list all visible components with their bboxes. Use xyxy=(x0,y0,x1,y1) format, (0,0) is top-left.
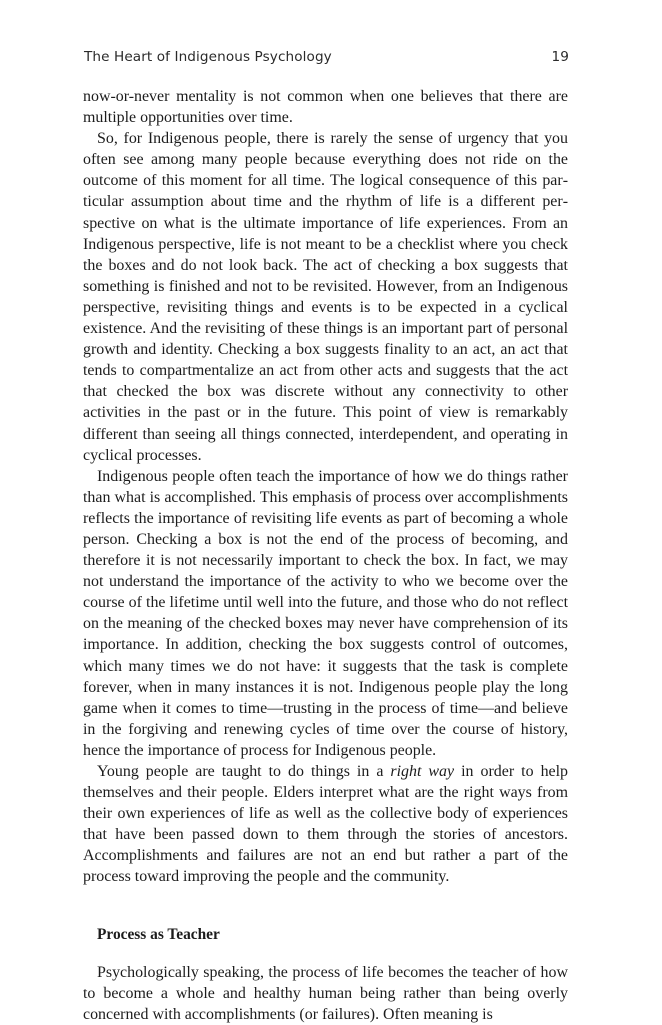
running-head-title: The Heart of Indigenous Psychology xyxy=(84,49,332,65)
page-number: 19 xyxy=(551,49,569,65)
emphasis-text: right way xyxy=(390,763,455,780)
paragraph-young-people xyxy=(83,761,568,888)
running-head xyxy=(84,49,569,65)
paragraph-text: in order to help themselves and their people. Elders interpret what are the right ways from their own experiences of life as well as the collective body of experiences that have been passed down to them through the stories of ancestors. Accomplishments and failures are not an end but rather a part of the process toward improving the people and the community. xyxy=(83,763,569,886)
section-heading: Process as Teacher xyxy=(97,925,220,943)
paragraph: So, for Indigenous people, there is rarely the sense of urgency that you often see among many people because everything does not ride on the outcome of this moment for all time. The logical consequence of this particular assumption about time and the rhythm of life is a different perspective on what is the ultimate importance of life experiences. From an Indigenous perspective, life is not meant to be a checklist where you check the boxes and do not look back. The act of checking a box suggests that something is finished and not to be revisited. However, from an Indigenous perspective, revisiting things and events is to be expected in a cyclical existence. And the revisiting of these things is an important part of personal growth and identity. Checking a box suggests finality to an act, an act that tends to compartmentalize an act from other acts and suggests that the act that checked the box was discrete without any connectivity to other activities in the past or in the future. This point of view is remarkably different than seeing all things connected, interdependent, and operating in cyclical processes. xyxy=(83,130,568,464)
paragraph-text: Young people are taught to do things in a xyxy=(97,763,391,780)
paragraph: Psychologically speaking, the process of life becomes the teacher of how to become a whole and healthy human being rather than being overly concerned with accomplishments (or failures). Often meaning is xyxy=(83,963,568,1023)
body-text xyxy=(83,86,568,1025)
paragraph: now-or-never mentality is not common when one believes that there are multiple opportunities over time. xyxy=(83,88,568,127)
paragraph: Indigenous people often teach the importance of how we do things rather than what is accomplished. This emphasis of process over accomplishments reflects the importance of revisiting life events as part of becoming a whole person. Checking a box is not the end of the process of becoming, and therefore it is not necessarily important to check the box. In fact, we may not understand the importance of the activity to who we become over the course of the lifetime until well into the future, and those who do not reflect on the meaning of the checked boxes may never have comprehension of its importance. In addition, checking the box suggests control of outcomes, which many times we do not have: it suggests that the task is complete forever, when in many instances it is not. Indigenous people play the long game when it comes to time—trusting in the process of time—and believe in the forgiving and renewing cycles of time over the course of history, hence the importance of process for Indigenous people. xyxy=(83,467,568,759)
